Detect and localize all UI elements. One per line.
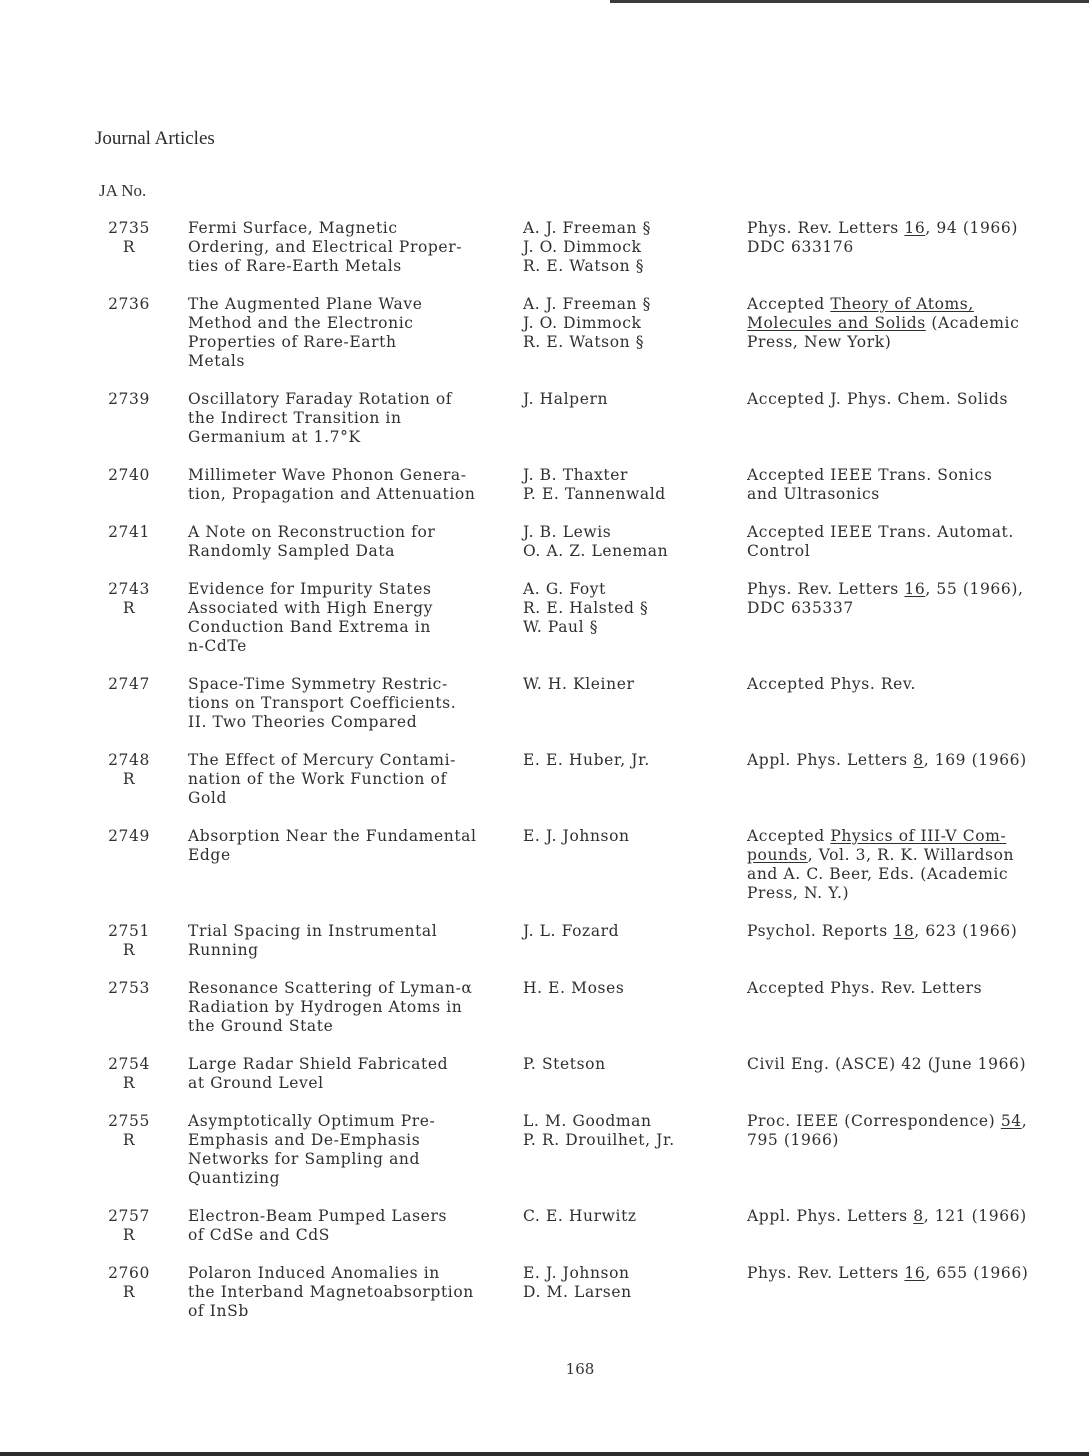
ja-number xyxy=(100,523,158,542)
ja-number-line: R xyxy=(122,599,136,617)
article-title-line: Quantizing xyxy=(188,1169,281,1187)
article-title-line: n-CdTe xyxy=(188,637,247,655)
ja-number-line: 2743 xyxy=(108,580,150,598)
article-entry xyxy=(0,922,1089,960)
article-title-line: Running xyxy=(188,941,259,959)
article-title-line: Large Radar Shield Fabricated xyxy=(188,1055,449,1073)
article-title-line: tion, Propagation and Attenuation xyxy=(188,485,476,503)
ja-number-line: R xyxy=(122,1283,136,1301)
article-title xyxy=(188,523,435,561)
article-authors xyxy=(523,827,630,846)
article-entry xyxy=(0,1112,1089,1188)
publication-text: Phys. Rev. Letters xyxy=(747,1264,905,1282)
article-title-line: of InSb xyxy=(188,1302,249,1320)
article-title xyxy=(188,1207,447,1245)
article-authors-line: C. E. Hurwitz xyxy=(523,1207,637,1225)
ja-number-line: 2751 xyxy=(108,922,150,940)
publication-line xyxy=(747,219,1018,238)
article-title xyxy=(188,466,475,504)
ja-number xyxy=(100,979,158,998)
ja-number-line: 2755 xyxy=(108,1112,150,1130)
publication-text: Civil Eng. (ASCE) 42 (June 1966) xyxy=(747,1055,1027,1073)
ja-number-line: 2753 xyxy=(108,979,150,997)
publication-line xyxy=(747,846,1014,865)
journal-articles-list xyxy=(0,219,1089,1340)
article-title-line: Emphasis and De-Emphasis xyxy=(188,1131,421,1149)
ja-number xyxy=(100,1112,158,1150)
ja-number xyxy=(100,675,158,694)
publication-text: Psychol. Reports xyxy=(747,922,894,940)
article-title xyxy=(188,751,456,808)
article-authors-line: R. E. Watson § xyxy=(523,257,645,275)
publication-text: 795 (1966) xyxy=(747,1131,840,1149)
publication-reference xyxy=(747,219,1018,257)
article-title-line: the Interband Magnetoabsorption xyxy=(188,1283,474,1301)
article-title-line: Ordering, and Electrical Proper- xyxy=(188,238,463,256)
article-authors-line: A. J. Freeman § xyxy=(523,295,652,313)
publication-reference xyxy=(747,675,916,694)
article-title-line: Resonance Scattering of Lyman-α xyxy=(188,979,473,997)
article-title-line: Fermi Surface, Magnetic xyxy=(188,219,398,237)
article-title-line: Asymptotically Optimum Pre- xyxy=(188,1112,436,1130)
article-authors xyxy=(523,580,648,637)
publication-reference xyxy=(747,1264,1028,1283)
article-title-line: tions on Transport Coefficients. xyxy=(188,694,457,712)
publication-text: Accepted xyxy=(747,827,831,845)
article-title-line: A Note on Reconstruction for xyxy=(188,523,436,541)
ja-number-line: R xyxy=(122,1226,136,1244)
publication-text: , 55 (1966), xyxy=(925,580,1024,598)
article-entry xyxy=(0,1207,1089,1245)
publication-line xyxy=(747,580,1024,599)
ja-number xyxy=(100,390,158,409)
article-authors-line: O. A. Z. Leneman xyxy=(523,542,669,560)
article-authors xyxy=(523,922,619,941)
publication-text: Accepted IEEE Trans. Sonics xyxy=(747,466,993,484)
article-authors xyxy=(523,466,666,504)
publication-text: Appl. Phys. Letters xyxy=(747,751,914,769)
article-entry xyxy=(0,751,1089,808)
publication-reference xyxy=(747,827,1014,903)
underlined-text: 8 xyxy=(913,751,924,769)
article-authors-line: E. J. Johnson xyxy=(523,827,630,845)
article-entry xyxy=(0,580,1089,656)
publication-line xyxy=(747,1207,1027,1226)
article-title-line: Polaron Induced Anomalies in xyxy=(188,1264,440,1282)
article-authors-line: J. B. Lewis xyxy=(523,523,612,541)
article-authors-line: J. O. Dimmock xyxy=(523,314,642,332)
article-authors xyxy=(523,1207,637,1226)
article-title xyxy=(188,390,452,447)
article-title-line: the Indirect Transition in xyxy=(188,409,402,427)
publication-reference xyxy=(747,922,1017,941)
publication-line xyxy=(747,390,1008,409)
publication-reference xyxy=(747,523,1014,561)
article-title-line: Method and the Electronic xyxy=(188,314,414,332)
publication-text: , 623 (1966) xyxy=(914,922,1018,940)
article-title-line: Gold xyxy=(188,789,227,807)
ja-number-line: 2735 xyxy=(108,219,150,237)
article-authors xyxy=(523,295,651,352)
underlined-text: 8 xyxy=(913,1207,924,1225)
publication-reference xyxy=(747,1055,1026,1074)
article-title-line: Absorption Near the Fundamental xyxy=(188,827,477,845)
article-authors-line: E. J. Johnson xyxy=(523,1264,630,1282)
ja-number xyxy=(100,466,158,485)
article-entry xyxy=(0,295,1089,371)
underlined-text: pounds xyxy=(747,846,808,864)
article-title-line: at Ground Level xyxy=(188,1074,324,1092)
article-authors xyxy=(523,523,668,561)
underlined-text: 16 xyxy=(904,1264,926,1282)
ja-number xyxy=(100,295,158,314)
article-title-line: of CdSe and CdS xyxy=(188,1226,330,1244)
ja-number-line: R xyxy=(122,941,136,959)
publication-line xyxy=(747,865,1014,884)
publication-reference xyxy=(747,295,1019,352)
publication-line xyxy=(747,314,1019,333)
top-rule xyxy=(610,0,1089,3)
publication-text: , xyxy=(1021,1112,1028,1130)
ja-number xyxy=(100,219,158,257)
publication-text: and A. C. Beer, Eds. (Academic xyxy=(747,865,1009,883)
publication-text: Control xyxy=(747,542,811,560)
publication-reference xyxy=(747,466,992,504)
publication-text: and Ultrasonics xyxy=(747,485,880,503)
ja-number xyxy=(100,580,158,618)
article-authors-line: D. M. Larsen xyxy=(523,1283,632,1301)
article-title-line: Evidence for Impurity States xyxy=(188,580,432,598)
publication-line xyxy=(747,295,1019,314)
article-title xyxy=(188,979,472,1036)
ja-number-line: 2741 xyxy=(108,523,150,541)
ja-number xyxy=(100,1207,158,1245)
publication-reference xyxy=(747,979,982,998)
ja-number-line: 2747 xyxy=(108,675,150,693)
underlined-text: 54 xyxy=(1000,1112,1022,1130)
article-authors-line: R. E. Halsted § xyxy=(523,599,649,617)
article-entry xyxy=(0,1264,1089,1321)
publication-text: , 655 (1966) xyxy=(925,1264,1029,1282)
article-title xyxy=(188,827,477,865)
ja-number-line: R xyxy=(122,770,136,788)
article-title-line: Conduction Band Extrema in xyxy=(188,618,431,636)
article-title-line: nation of the Work Function of xyxy=(188,770,447,788)
article-title xyxy=(188,219,462,276)
ja-number-line: 2754 xyxy=(108,1055,150,1073)
publication-text: , 121 (1966) xyxy=(923,1207,1027,1225)
publication-line xyxy=(747,333,1019,352)
publication-line xyxy=(747,466,992,485)
publication-line xyxy=(747,751,1027,770)
article-title xyxy=(188,1112,435,1188)
article-title-line: Electron-Beam Pumped Lasers xyxy=(188,1207,448,1225)
article-authors-line: W. Paul § xyxy=(523,618,599,636)
article-entry xyxy=(0,827,1089,903)
publication-line xyxy=(747,542,1014,561)
article-authors-line: J. O. Dimmock xyxy=(523,238,642,256)
article-authors xyxy=(523,751,650,770)
article-title-line: The Augmented Plane Wave xyxy=(188,295,423,313)
publication-text: Accepted J. Phys. Chem. Solids xyxy=(747,390,1009,408)
publication-text: Accepted IEEE Trans. Automat. xyxy=(747,523,1014,541)
article-authors-line: A. G. Foyt xyxy=(523,580,606,598)
publication-text: DDC 635337 xyxy=(747,599,854,617)
publication-line xyxy=(747,1112,1027,1131)
section-title: Journal Articles xyxy=(95,128,215,149)
publication-text: Press, N. Y.) xyxy=(747,884,850,902)
article-authors xyxy=(523,1264,632,1302)
publication-text: (Academic xyxy=(925,314,1020,332)
ja-number-line: 2736 xyxy=(108,295,150,313)
article-title-line: Trial Spacing in Instrumental xyxy=(188,922,438,940)
publication-reference xyxy=(747,1207,1027,1226)
underlined-text: Theory of Atoms, xyxy=(830,295,974,313)
article-title-line: Oscillatory Faraday Rotation of xyxy=(188,390,453,408)
article-title-line: Networks for Sampling and xyxy=(188,1150,421,1168)
ja-number-line: R xyxy=(122,1074,136,1092)
ja-number-line: R xyxy=(122,238,136,256)
article-authors-line: E. E. Huber, Jr. xyxy=(523,751,650,769)
ja-number xyxy=(100,1264,158,1302)
article-authors xyxy=(523,675,634,694)
article-title-line: The Effect of Mercury Contami- xyxy=(188,751,456,769)
article-title-line: Radiation by Hydrogen Atoms in xyxy=(188,998,463,1016)
publication-text: Accepted Phys. Rev. xyxy=(747,675,916,693)
article-entry xyxy=(0,1055,1089,1093)
publication-line xyxy=(747,599,1024,618)
publication-text: Appl. Phys. Letters xyxy=(747,1207,914,1225)
article-title xyxy=(188,1264,474,1321)
publication-text: , 169 (1966) xyxy=(923,751,1027,769)
publication-text: Accepted xyxy=(747,295,831,313)
article-authors xyxy=(523,390,608,409)
article-entry xyxy=(0,979,1089,1036)
article-title-line: Randomly Sampled Data xyxy=(188,542,396,560)
publication-line xyxy=(747,485,992,504)
article-authors-line: P. Stetson xyxy=(523,1055,606,1073)
ja-number-line: 2739 xyxy=(108,390,150,408)
article-entry xyxy=(0,675,1089,732)
publication-text: Accepted Phys. Rev. Letters xyxy=(747,979,983,997)
publication-text: DDC 633176 xyxy=(747,238,854,256)
column-label-ja-no: JA No. xyxy=(99,181,147,200)
article-title-line: II. Two Theories Compared xyxy=(188,713,418,731)
underlined-text: Molecules and Solids xyxy=(747,314,926,332)
ja-number xyxy=(100,1055,158,1093)
ja-number-line: 2749 xyxy=(108,827,150,845)
article-authors-line: J. L. Fozard xyxy=(523,922,620,940)
article-authors-line: W. H. Kleiner xyxy=(523,675,635,693)
publication-reference xyxy=(747,390,1008,409)
publication-reference xyxy=(747,751,1027,770)
article-entry xyxy=(0,523,1089,561)
ja-number xyxy=(100,922,158,960)
article-title xyxy=(188,1055,448,1093)
publication-line xyxy=(747,922,1017,941)
publication-line xyxy=(747,675,916,694)
ja-number-line: 2760 xyxy=(108,1264,150,1282)
article-title-line: Edge xyxy=(188,846,231,864)
underlined-text: 16 xyxy=(904,580,926,598)
publication-text: Proc. IEEE (Correspondence) xyxy=(747,1112,1001,1130)
article-authors xyxy=(523,979,624,998)
publication-line xyxy=(747,979,982,998)
article-authors-line: R. E. Watson § xyxy=(523,333,645,351)
article-title xyxy=(188,675,456,732)
article-authors xyxy=(523,1055,606,1074)
underlined-text: 16 xyxy=(904,219,926,237)
page-number: 168 xyxy=(565,1360,595,1378)
publication-text: Press, New York) xyxy=(747,333,892,351)
article-entry xyxy=(0,219,1089,276)
article-entry xyxy=(0,390,1089,447)
article-authors-line: P. R. Drouilhet, Jr. xyxy=(523,1131,675,1149)
article-entry xyxy=(0,466,1089,504)
publication-reference xyxy=(747,1112,1027,1150)
underlined-text: 18 xyxy=(893,922,915,940)
article-title-line: the Ground State xyxy=(188,1017,334,1035)
article-authors-line: L. M. Goodman xyxy=(523,1112,652,1130)
article-title xyxy=(188,922,437,960)
ja-number-line: 2740 xyxy=(108,466,150,484)
underlined-text: Physics of III-V Com- xyxy=(830,827,1007,845)
article-title-line: Millimeter Wave Phonon Genera- xyxy=(188,466,467,484)
article-title-line: Properties of Rare-Earth xyxy=(188,333,397,351)
ja-number xyxy=(100,751,158,789)
publication-line xyxy=(747,884,1014,903)
article-authors-line: A. J. Freeman § xyxy=(523,219,652,237)
article-authors-line: P. E. Tannenwald xyxy=(523,485,666,503)
article-title xyxy=(188,580,433,656)
publication-line xyxy=(747,238,1018,257)
article-title-line: Metals xyxy=(188,352,246,370)
ja-number-line: 2757 xyxy=(108,1207,150,1225)
publication-text: , Vol. 3, R. K. Willardson xyxy=(807,846,1015,864)
article-authors-line: J. Halpern xyxy=(523,390,609,408)
publication-line xyxy=(747,1055,1026,1074)
publication-text: Phys. Rev. Letters xyxy=(747,219,905,237)
bottom-rule xyxy=(0,1452,1089,1456)
article-authors-line: H. E. Moses xyxy=(523,979,625,997)
article-title-line: Space-Time Symmetry Restric- xyxy=(188,675,448,693)
publication-line xyxy=(747,827,1014,846)
article-authors-line: J. B. Thaxter xyxy=(523,466,629,484)
article-title-line: ties of Rare-Earth Metals xyxy=(188,257,402,275)
publication-text: Phys. Rev. Letters xyxy=(747,580,905,598)
publication-reference xyxy=(747,580,1024,618)
ja-number-line: 2748 xyxy=(108,751,150,769)
article-authors xyxy=(523,1112,675,1150)
article-title-line: Germanium at 1.7°K xyxy=(188,428,361,446)
publication-text: , 94 (1966) xyxy=(925,219,1018,237)
article-authors xyxy=(523,219,651,276)
ja-number xyxy=(100,827,158,846)
ja-number-line: R xyxy=(122,1131,136,1149)
publication-line xyxy=(747,1264,1028,1283)
article-title-line: Associated with High Energy xyxy=(188,599,433,617)
article-title xyxy=(188,295,423,371)
publication-line xyxy=(747,1131,1027,1150)
publication-line xyxy=(747,523,1014,542)
